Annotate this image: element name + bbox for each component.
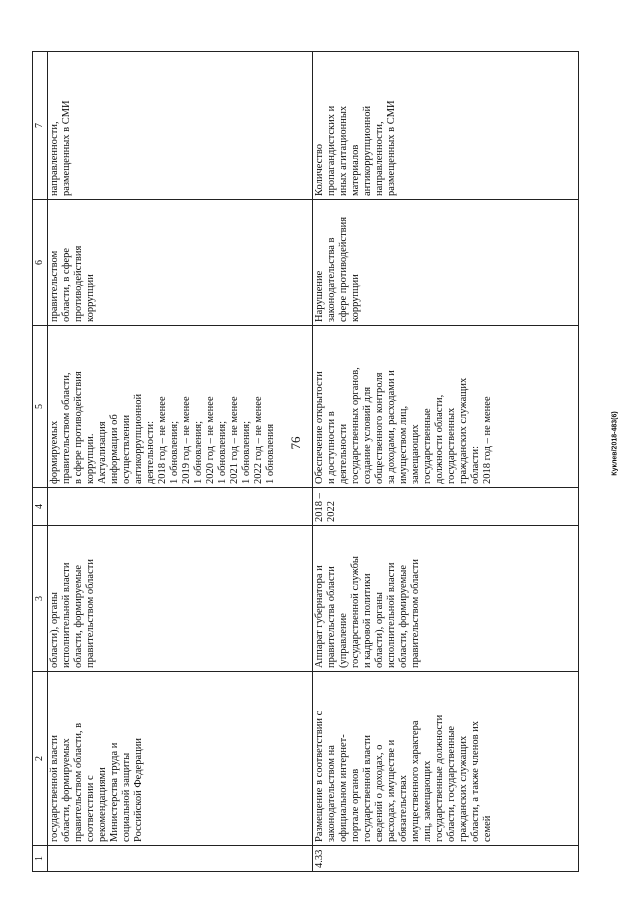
row-number-cell: 4.33 xyxy=(313,846,579,872)
rotated-table-container xyxy=(32,52,579,872)
column-header: 2 xyxy=(33,672,48,846)
document-code: Куклев/2018-483(6) xyxy=(611,411,619,476)
row-number-cell xyxy=(48,846,313,872)
column-header: 5 xyxy=(33,326,48,488)
result-cell: Обеспечение открытости и доступности в деятельности государственных органов, создание условий для общественного контроля за доходами, расходами и имуществом лиц, замещающих государственные должности области, государственных гражданских служащих области: 2018 год – не менее xyxy=(313,326,579,488)
indicator-cell: направленности, размещенных в СМИ xyxy=(48,52,313,200)
description-cell: государственной власти области, формируемых правительством области, в соответствии с рекомендациями Министерства труда и социальной защиты Российской Федерации xyxy=(48,672,313,846)
page-number: 76 xyxy=(288,436,303,450)
column-header: 3 xyxy=(33,526,48,672)
description-cell: Размещение в соответствии с законодательством на официальном интернет- портале органов государственной власти сведений о доходах, о расходах, имуществе и обязательствах имущественного характера лиц, замещающих государственные должности области, государственные гражданских служащих области, а также членов их семей xyxy=(313,672,579,846)
column-header: 1 xyxy=(33,846,48,872)
risk-cell: правительством области, в сфере противодействия коррупции xyxy=(48,200,313,326)
result-cell: формируемых правительством области, в сфере противодействия коррупции. Актуализация информации об осуществлении антикоррупционной деятельности: 2018 год – не менее 1 обновления; 2019 год – не менее 1 обновления; 2020 год – не менее 1 обновления; 2021 год – не менее 1 обновления; 2022 год – не менее 1 обновления xyxy=(48,326,313,488)
table-row xyxy=(313,52,579,872)
risk-cell: Нарушение законодательства в сфере противодействия коррупции xyxy=(313,200,579,326)
column-header: 7 xyxy=(33,52,48,200)
period-cell xyxy=(48,488,313,526)
header-row xyxy=(33,52,48,872)
period-cell: 2018 – 2022 xyxy=(313,488,579,526)
executor-cell: Аппарат губернатора и правительства области (управление государственной службы и кадровой политики области), органы исполнительной власти области, формируемые правительством области xyxy=(313,526,579,672)
column-header: 6 xyxy=(33,200,48,326)
column-header: 4 xyxy=(33,488,48,526)
executor-cell: области), органы исполнительной власти области, формируемые правительством области xyxy=(48,526,313,672)
indicator-cell: Количество пропагандистских и иных агитационных материалов антикоррупционной направленности, размещенных в СМИ xyxy=(313,52,579,200)
measures-table xyxy=(32,51,579,872)
table-row xyxy=(48,52,313,872)
